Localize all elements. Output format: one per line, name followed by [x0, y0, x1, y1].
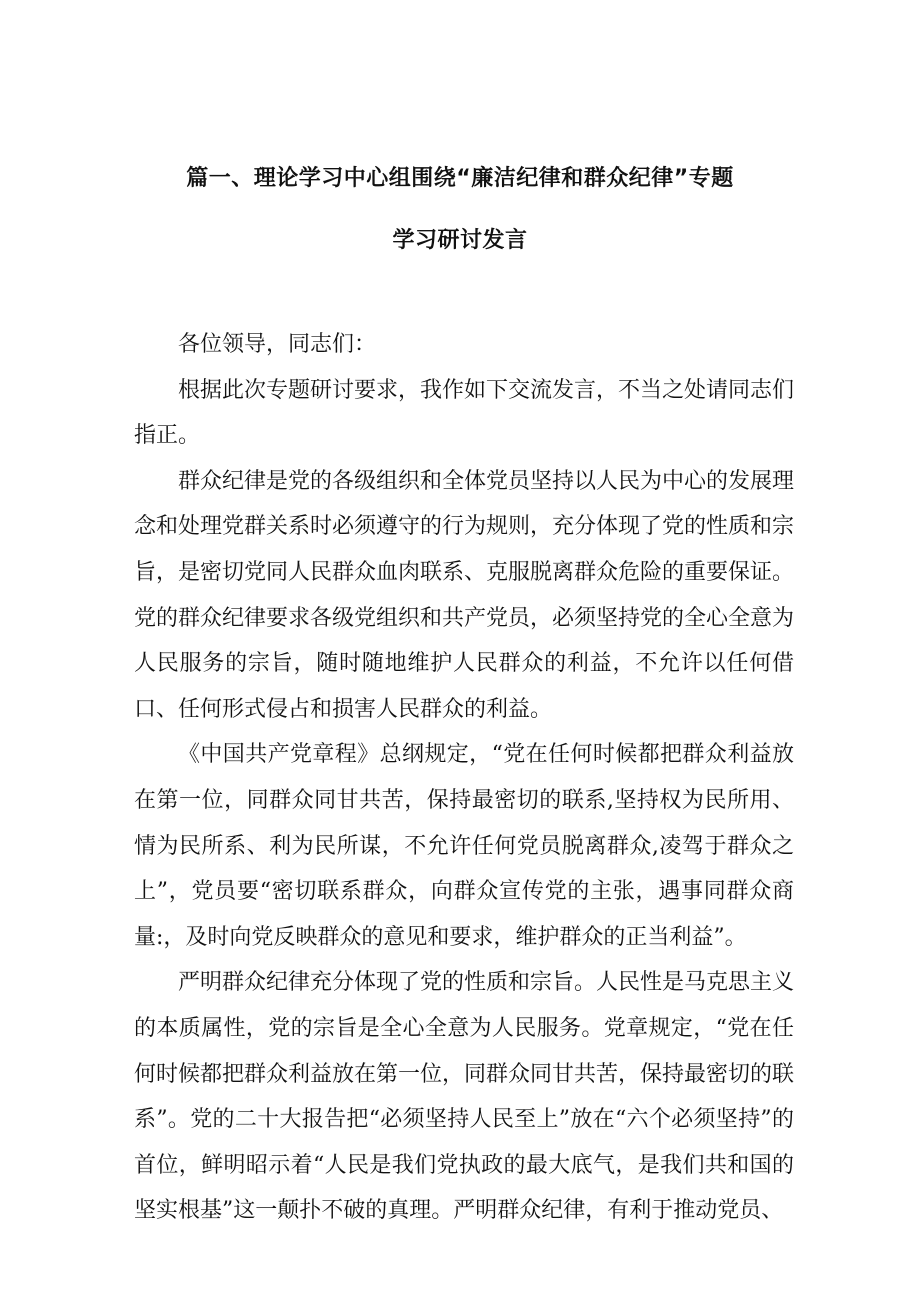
paragraph-party-constitution: 《中国共产党章程》总纲规定，“党在任何时候都把群众利益放在第一位，同群众同甘共苦，保持最密切的联系,坚持权为民所用、情为民所系、利为民所谋，不允许任何党员脱离群众,凌驾于群众之上”，党员要“密切联系群众，向群众宣传党的主张，遇事同群众商量:，及时向党反映群众的意见和要求，维护群众的正当利益”。: [134, 742, 794, 950]
document-body: [134, 322, 794, 1234]
paragraph-strict-discipline: 严明群众纪律充分体现了党的性质和宗旨。人民性是马克思主义的本质属性，党的宗旨是全心全意为人民服务。党章规定，“党在任何时候都把群众利益放在第一位，同群众同甘共苦，保持最密切的联系”。党的二十大报告把“必须坚持人民至上”放在“六个必须坚持”的首位，鲜明昭示着“人民是我们党执政的最大底气，是我们共和国的坚实根基”这一颠扑不破的真理。严明群众纪律，有利于推动党员、: [134, 970, 795, 1224]
paragraph-salutation: 各位领导，同志们：: [178, 332, 377, 357]
paragraph-intro: 根据此次专题研讨要求，我作如下交流发言，不当之处请同志们指正。: [134, 377, 795, 449]
document-title-line-2: 学习研讨发言: [392, 228, 528, 253]
document-title-line-1: 篇一、理论学习中心组围绕“廉洁纪律和群众纪律”专题: [186, 166, 734, 191]
paragraph-mass-discipline: 群众纪律是党的各级组织和全体党员坚持以人民为中心的发展理念和处理党群关系时必须遵守的行为规则，充分体现了党的性质和宗旨，是密切党同人民群众血肉联系、克服脱离群众危险的重要保证。党的群众纪律要求各级党组织和共产党员，必须坚持党的全心全意为人民服务的宗旨，随时随地维护人民群众的利益，不允许以任何借口、任何形式侵占和损害人民群众的利益。: [134, 468, 795, 722]
